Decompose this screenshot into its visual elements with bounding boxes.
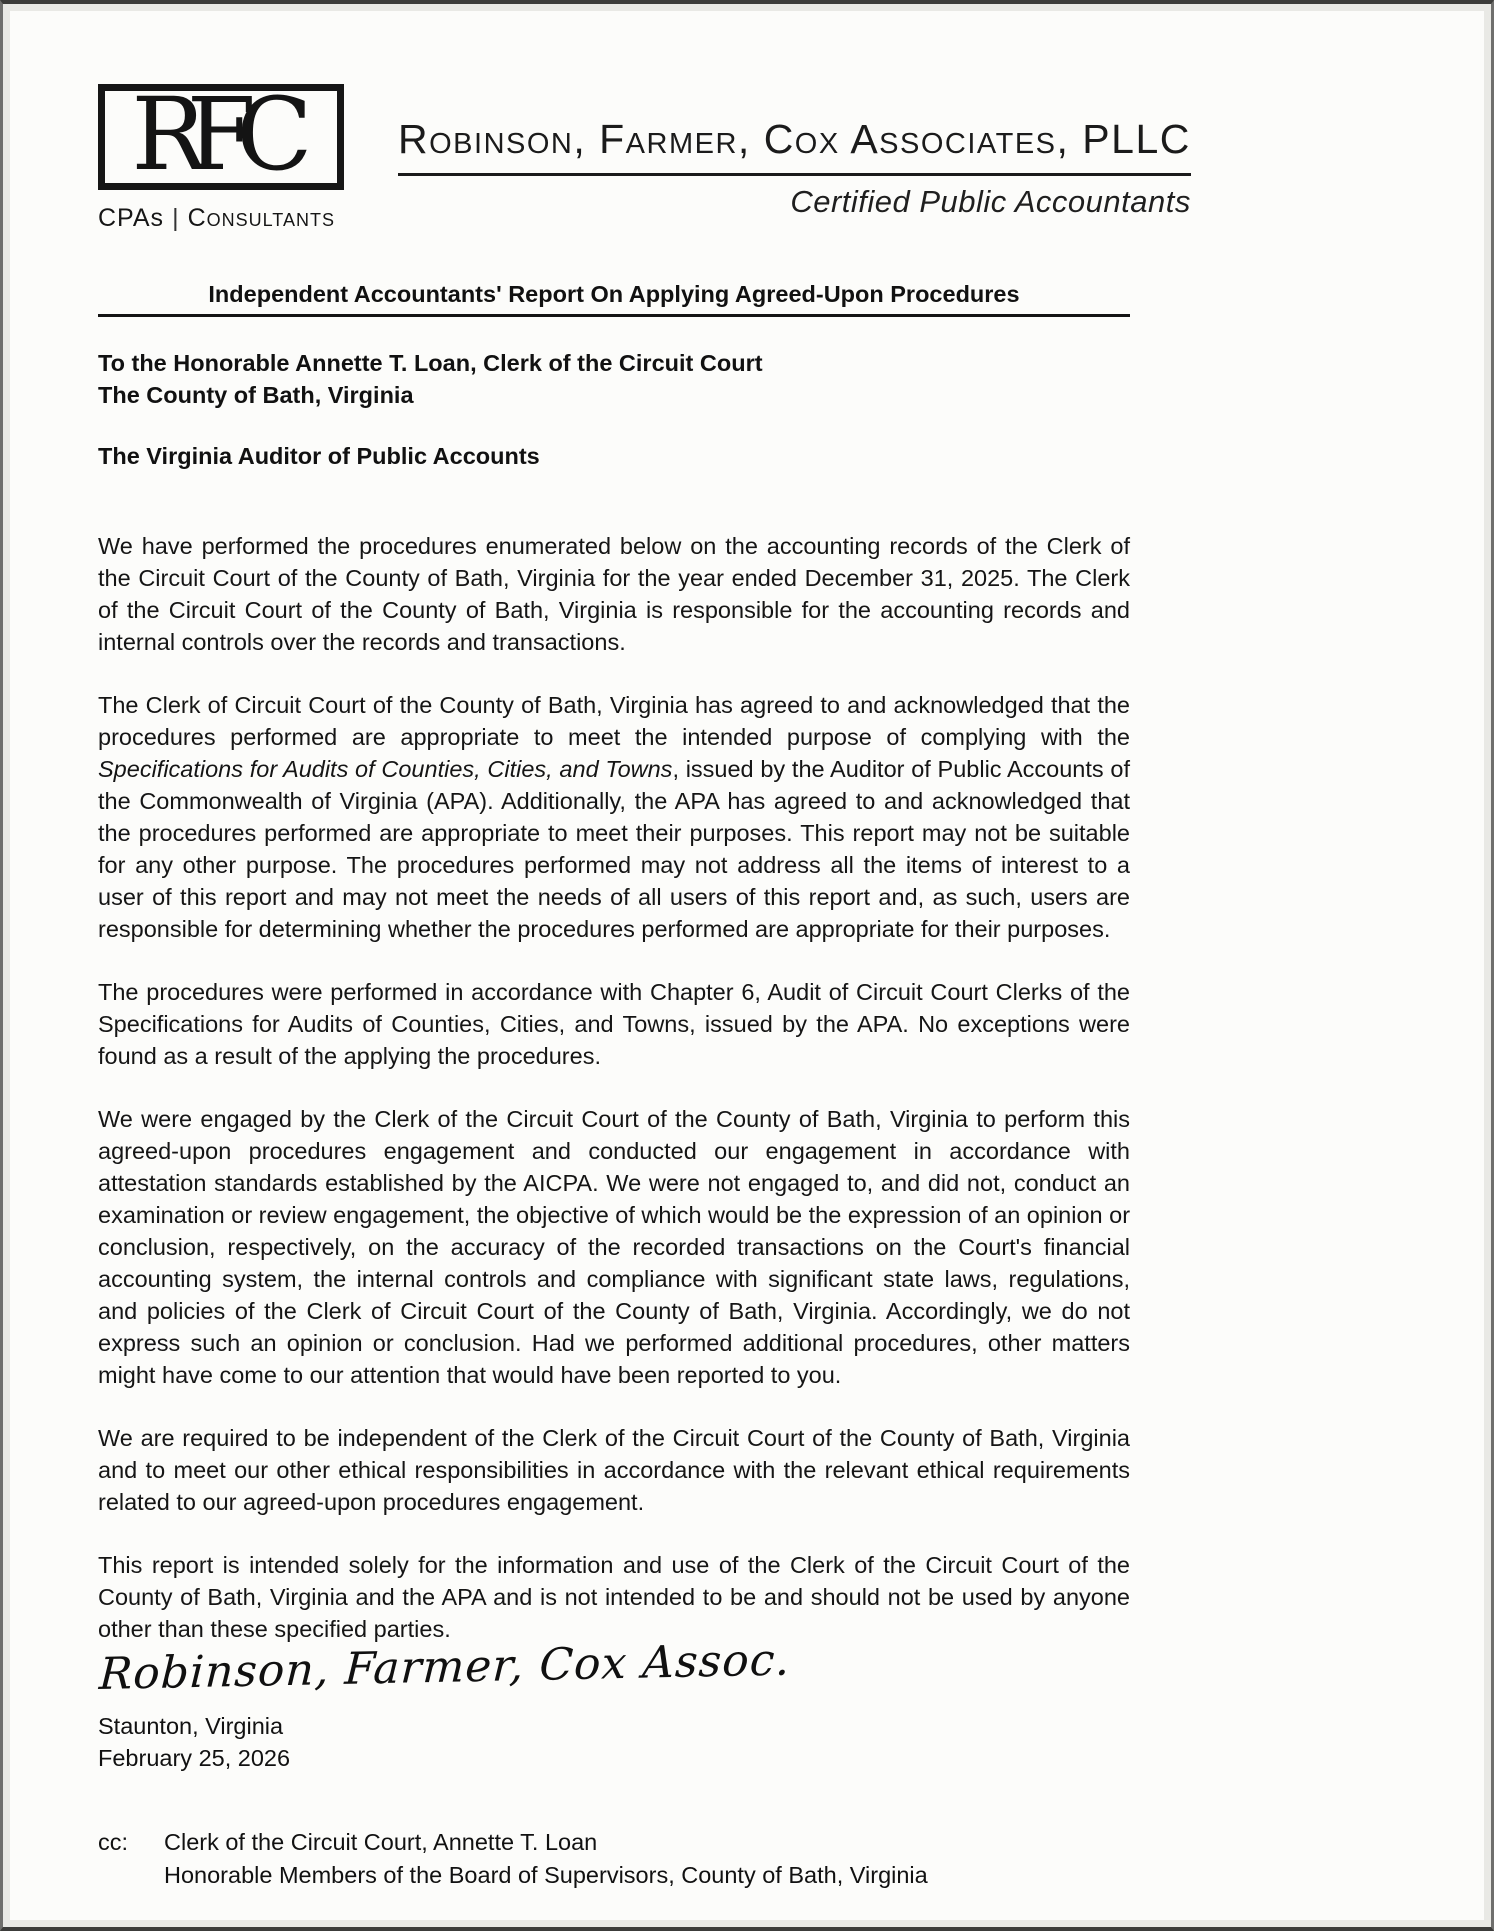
signature-city: Staunton, Virginia: [98, 1713, 284, 1739]
page-content: [98, 84, 1191, 1892]
firm-name: Robinson, Farmer, Cox Associates, PLLC: [398, 116, 1191, 176]
cc-label: cc:: [98, 1829, 129, 1855]
cc-lines: [164, 1826, 1130, 1892]
report-title: Independent Accountants' Report On Applying Agreed-Upon Procedures: [98, 281, 1130, 317]
paragraph-2-after: , issued by the Auditor of Public Accounts of the Commonwealth of Virginia (APA). Additionally, the APA has agreed to and acknowledged that the procedures performed are appropriate to meet their purposes. This report may not be suitable for any other purpose. The procedures performed may not address all the items of interest to a user of this report and may not meet the needs of all users of this report and, as such, users are responsible for determining whether the procedures performed are appropriate for their purposes.: [98, 756, 1130, 942]
logo-tagline: [98, 204, 350, 233]
firm-logo-block: [98, 84, 350, 233]
addressee-block: [98, 347, 1130, 411]
addressee-line-1: To the Honorable Annette T. Loan, Clerk of the Circuit Court: [98, 350, 763, 376]
firm-subtitle: Certified Public Accountants: [790, 184, 1191, 219]
firm-name-block: [398, 116, 1191, 220]
tagline-divider: |: [172, 204, 180, 232]
report-body: [98, 530, 1130, 1645]
paragraph-2-before: The Clerk of Circuit Court of the County of Bath, Virginia has agreed to and acknowledged that the procedures performed are appropriate to meet the intended purpose of complying with the: [98, 692, 1130, 750]
tagline-consultants: Consultants: [187, 204, 335, 232]
rfc-monogram-icon: RFC: [131, 84, 293, 190]
body-paragraph-2: [98, 689, 1130, 945]
body-paragraph-3: The procedures were performed in accordance with Chapter 6, Audit of Circuit Court Clerks of the Specifications for Audits of Counties, Cities, and Towns, issued by the APA. No exceptions were found as a result of the applying the procedures.: [98, 979, 1130, 1069]
cc-block: [98, 1826, 1130, 1892]
rfc-logo: [98, 84, 344, 190]
cc-line-1: Clerk of the Circuit Court, Annette T. Loan: [164, 1829, 598, 1855]
body-paragraph-5: We are required to be independent of the Clerk of the Circuit Court of the County of Bath, Virginia and to meet our other ethical responsibilities in accordance with the relevant ethical requirements related to our agreed-upon procedures engagement.: [98, 1425, 1130, 1515]
body-paragraph-6: This report is intended solely for the information and use of the Clerk of the Circuit Court of the County of Bath, Virginia and the APA and is not intended to be and should not be used by anyone other than these specified parties.: [98, 1552, 1130, 1642]
paragraph-2-italic-citation: Specifications for Audits of Counties, Cities, and Towns: [98, 756, 673, 782]
signature-date: February 25, 2026: [98, 1745, 291, 1771]
handwritten-signature: Robinson, Farmer, Cox Assoc.: [98, 1634, 792, 1700]
cc-line-2: Honorable Members of the Board of Supervisors, County of Bath, Virginia: [164, 1862, 928, 1888]
signature-area: [98, 1634, 1130, 1774]
addressee-secondary: The Virginia Auditor of Public Accounts: [98, 443, 540, 469]
letterhead: [98, 84, 1191, 233]
body-paragraph-1: We have performed the procedures enumerated below on the accounting records of the Clerk of the Circuit Court of the County of Bath, Virginia for the year ended December 31, 2025. The Clerk of the Circuit Court of the County of Bath, Virginia is responsible for the accounting records and internal controls over the records and transactions.: [98, 533, 1130, 655]
body-paragraph-4: We were engaged by the Clerk of the Circuit Court of the County of Bath, Virginia to perform this agreed-upon procedures engagement and conducted our engagement in accordance with attestation standards established by the AICPA. We were not engaged to, and did not, conduct an examination or review engagement, the objective of which would be the expression of an opinion or conclusion, respectively, on the accuracy of the recorded transactions on the Court's financial accounting system, the internal controls and compliance with significant state laws, regulations, and policies of the Clerk of Circuit Court of the County of Bath, Virginia. Accordingly, we do not express such an opinion or conclusion. Had we performed additional procedures, other matters might have come to our attention that would have been reported to you.: [98, 1106, 1131, 1388]
tagline-cpas: CPAs: [98, 204, 165, 232]
addressee-line-2: The County of Bath, Virginia: [98, 382, 414, 408]
